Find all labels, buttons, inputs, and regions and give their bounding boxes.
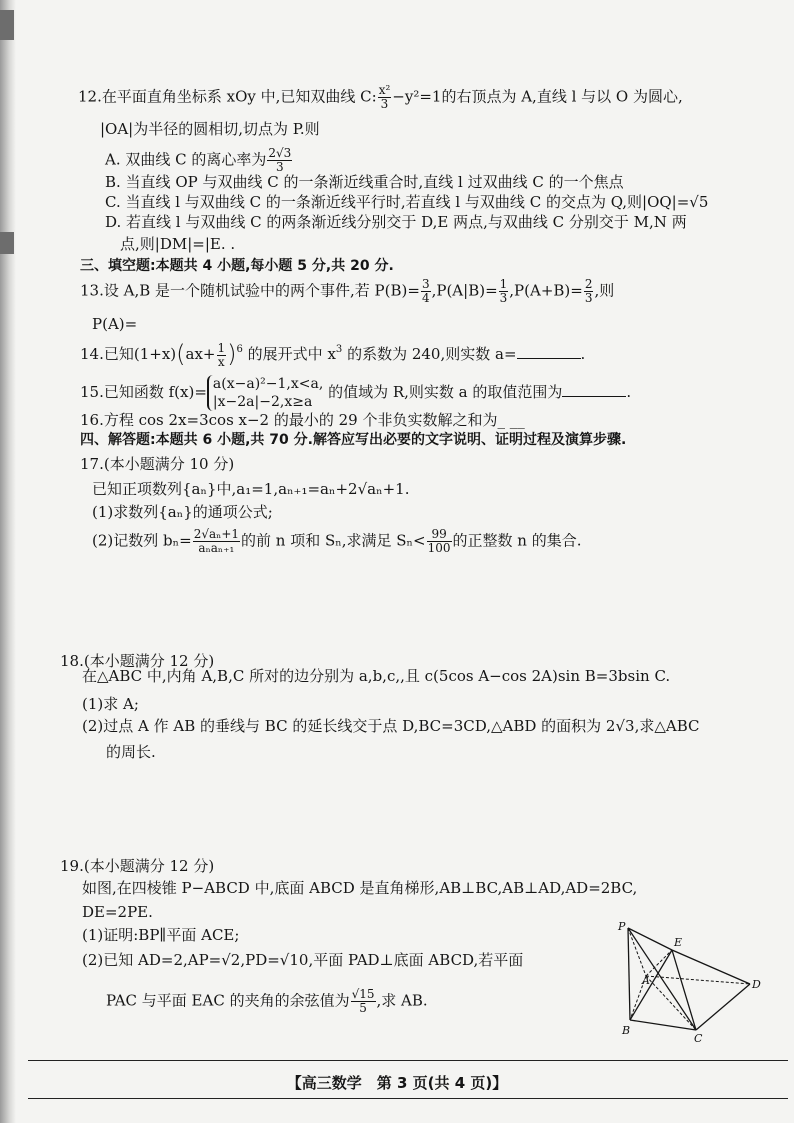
piecewise-function: a(x−a)²−1,x<a, |x−2a|−2,x≥a (207, 375, 323, 411)
scan-mark (0, 232, 14, 254)
q17-b-fraction: $\frac{\text{2√aₙ+1}}{\text{aₙaₙ₊₁}}$ (193, 527, 240, 555)
edge-PC (628, 928, 696, 1030)
q13-frac-3: $\frac{2}{3}$ (584, 277, 593, 305)
q15-answer-blank (562, 382, 626, 397)
open-paren: ( (176, 340, 186, 368)
close-paren: ) (227, 340, 237, 368)
q14-fraction: $\frac{1}{x}$ (217, 340, 226, 369)
q12-option-c: C. 当直线 l 与双曲线 C 的一条渐近线平行时,若直线 l 与双曲线 C 的交点为 Q,则|OQ|=√5 (105, 193, 709, 211)
q16-stem: 16.方程 cos 2x=3cos x−2 的最小的 29 个非负实数解之和为_ __ (80, 411, 525, 429)
page-footer: 【高三数学 第 3 页(共 4 页)】 (286, 1074, 508, 1092)
q17-bound-fraction: $\frac{99}{100}$ (427, 527, 451, 555)
q18-line-3: (2)过点 A 作 AB 的垂线与 BC 的延长线交于点 D,BC=3CD,△ABD 的面积为 2√3,求△ABC (82, 717, 700, 735)
label-E: E (674, 936, 683, 949)
scan-mark (0, 10, 14, 40)
pyramid-diagram (612, 918, 782, 1046)
q12-fraction: $\frac{\text{x²}}{3}$ (378, 83, 391, 111)
q12-stem: 12.在平面直角坐标系 xOy 中,已知双曲线 C: $\frac{\text{x²}}{3}$ −y²=1的右顶点为 A,直线 l 与以 O 为圆心, (78, 83, 683, 111)
q18-heading: 18.(本小题满分 12 分) (60, 652, 215, 670)
q18-line-4: 的周长. (106, 743, 156, 761)
q17-line-1: 已知正项数列{aₙ}中,a₁=1,aₙ₊₁=aₙ+2√aₙ+1. (92, 480, 410, 498)
label-C: C (694, 1032, 703, 1045)
q19-line-5: PAC 与平面 EAC 的夹角的余弦值为 $\frac{√15}{5}$ ,求 AB. (106, 987, 428, 1015)
q18-line-1: 在△ABC 中,内角 A,B,C 所对的边分别为 a,b,c,,且 c(5cos A−cos 2A)sin B=3bsin C. (82, 667, 671, 685)
footer-rule-top (28, 1060, 788, 1061)
q12-option-a-fraction: $\frac{2√3}{3}$ (268, 146, 292, 174)
footer-rule-bottom (28, 1098, 788, 1099)
edge-BC (630, 1020, 696, 1030)
edge-PB (628, 928, 630, 1020)
q12-stem-cont: |OA|为半径的圆相切,切点为 P.则 (100, 120, 320, 138)
q13-frac-2: $\frac{1}{3}$ (499, 277, 508, 305)
q19-cos-fraction: $\frac{√15}{5}$ (351, 987, 375, 1015)
q17-line-2: (1)求数列{aₙ}的通项公式; (92, 503, 273, 521)
label-B: B (622, 1024, 631, 1037)
q14-stem: 14.已知(1+x)(ax+ $\frac{1}{x}$ )$^6$ 的展开式中 $x^3$ 的系数为 240,则实数 a= . (80, 340, 586, 369)
q13-stem: 13.设 A,B 是一个随机试验中的两个事件,若 P(B)= $\frac{3}{4}$ ,P(A|B)= $\frac{1}{3}$ ,P(A+B)= $\frac{2}{3}$ ,则 (80, 277, 615, 305)
q18-line-2: (1)求 A; (82, 695, 139, 713)
section-4-heading: 四、解答题:本题共 6 小题,共 70 分.解答应写出必要的文字说明、证明过程及演算步骤. (80, 432, 627, 448)
q19-line-1: 如图,在四棱锥 P−ABCD 中,底面 ABCD 是直角梯形,AB⊥BC,AB⊥AD,AD=2BC, (82, 879, 638, 897)
label-P: P (618, 920, 626, 933)
q19-line-2: DE=2PE. (82, 903, 153, 921)
label-A: A (642, 974, 650, 987)
q12-option-d: D. 若直线 l 与双曲线 C 的两条渐近线分别交于 D,E 两点,与双曲线 C 分别交于 M,N 两 (105, 213, 687, 231)
q19-line-3: (1)证明:BP∥平面 ACE; (82, 926, 240, 944)
q19-line-4: (2)已知 AD=2,AP=√2,PD=√10,平面 PAD⊥底面 ABCD,若平面 (82, 951, 524, 969)
edge-EC (672, 950, 696, 1030)
section-3-heading: 三、填空题:本题共 4 小题,每小题 5 分,共 20 分. (80, 258, 394, 274)
scan-edge (0, 0, 16, 1123)
q17-line-3: (2)记数列 bₙ= $\frac{\text{2√aₙ+1}}{\text{aₙaₙ₊₁}}$ 的前 n 项和 Sₙ,求满足 Sₙ< $\frac{99}{100}$ 的正整数 n 的集合. (92, 527, 582, 555)
q19-heading: 19.(本小题满分 12 分) (60, 857, 215, 875)
label-D: D (752, 978, 761, 991)
q17-heading: 17.(本小题满分 10 分) (80, 455, 235, 473)
edge-CD (696, 984, 750, 1030)
q13-answer-line: P(A)= (92, 315, 138, 333)
q12-option-b: B. 当直线 OP 与双曲线 C 的一条渐近线重合时,直线 l 过双曲线 C 的一个焦点 (105, 173, 624, 191)
q12-option-d-cont: 点,则|DM|=|E. . (120, 235, 236, 253)
q13-frac-1: $\frac{3}{4}$ (421, 277, 430, 305)
q15-stem: 15.已知函数 f(x)= a(x−a)²−1,x<a, |x−2a|−2,x≥a 的值域为 R,则实数 a 的取值范围为 . (80, 376, 632, 410)
q14-answer-blank (517, 344, 581, 359)
q12-option-a: A. 双曲线 C 的离心率为 $\frac{2√3}{3}$ (105, 146, 292, 174)
